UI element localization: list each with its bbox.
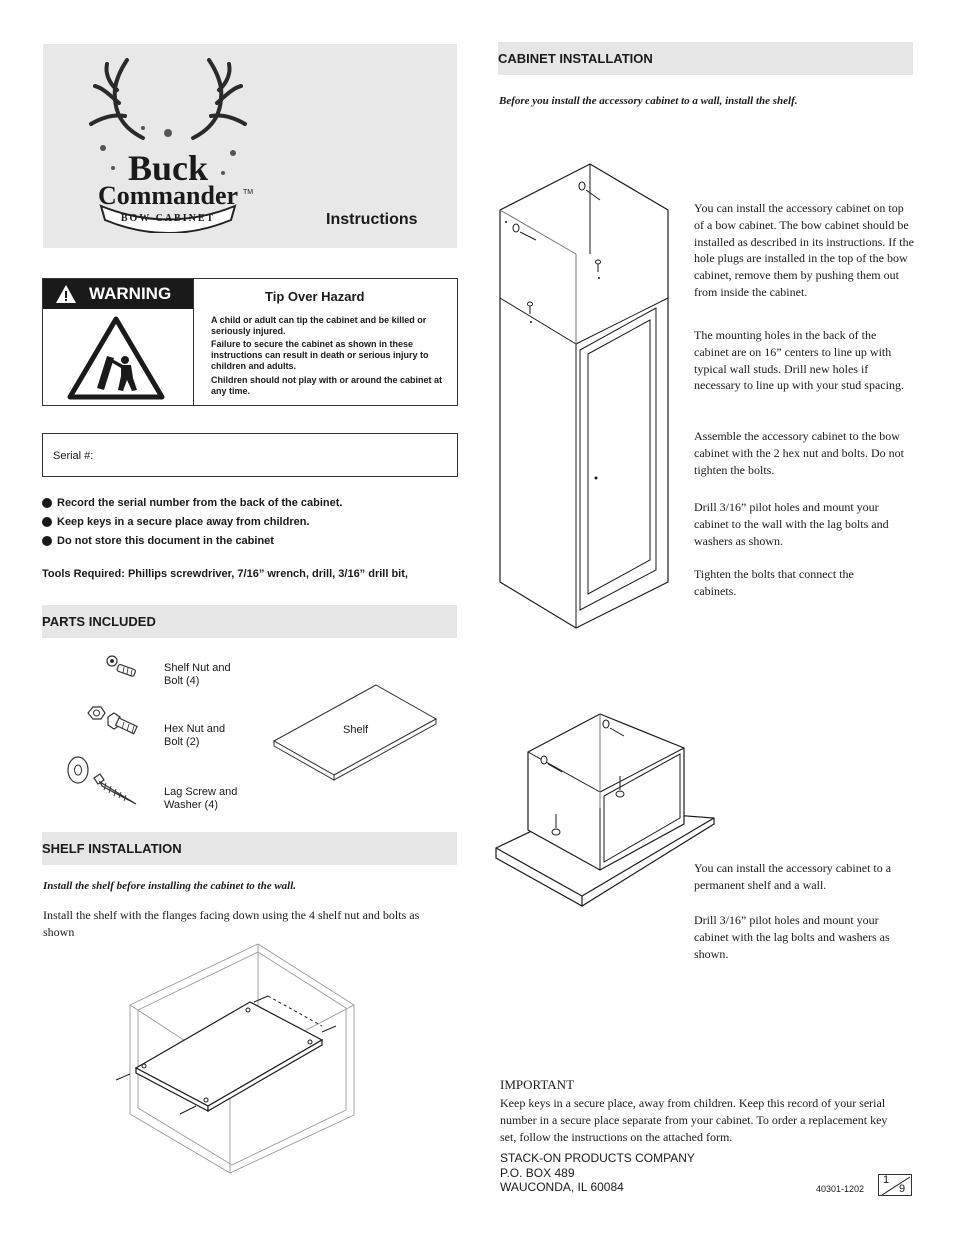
bullet-icon xyxy=(42,517,52,527)
important-body: Keep keys in a secure place, away from children. Keep this record of your serial number in a secure place separate from your cabinet. To order a replacement key set, follow the instructions on the attached form. xyxy=(500,1096,888,1144)
page-current: 1 xyxy=(883,1174,890,1186)
page-number xyxy=(878,1174,912,1196)
parts-included-header xyxy=(42,605,457,638)
warning-label: WARNING xyxy=(89,284,172,303)
bullet-icon xyxy=(42,498,52,508)
part-label-line: Shelf Nut and xyxy=(164,662,231,674)
warning-box xyxy=(42,278,458,406)
shelf-nut-bolt-icon xyxy=(104,652,140,682)
page-total: 9 xyxy=(899,1183,906,1195)
warning-triangle-icon xyxy=(55,284,77,304)
cabinet-para-6: You can install the accessory cabinet to a permanent shelf and a wall. xyxy=(694,861,892,892)
stacked-cabinet-diagram xyxy=(496,162,676,632)
hazard-title: Tip Over Hazard xyxy=(265,289,365,304)
serial-label: Serial #: xyxy=(53,450,94,462)
document-number: 40301-1202 xyxy=(816,1184,865,1194)
hazard-line-3: Children should not play with or around the cabinet at any time. xyxy=(211,375,443,396)
lag-screw-washer-icon xyxy=(66,752,142,808)
shelf-intro: Install the shelf before installing the cabinet to the wall. xyxy=(43,880,297,892)
shelf-mounted-cabinet-diagram xyxy=(494,712,718,908)
cabinet-para-7: Drill 3/16” pilot holes and mount your cabinet with the lag bolts and washers as shown. xyxy=(694,913,890,961)
part-label-line: Lag Screw and xyxy=(164,786,238,798)
bullet-text: Keep keys in a secure place away from children. xyxy=(57,516,310,528)
page-title: Instructions xyxy=(326,211,418,228)
logo-text-sub: BOW CABINET xyxy=(120,213,216,224)
shelf-installation-header xyxy=(42,832,457,865)
bullet-item xyxy=(42,516,310,528)
part-label xyxy=(164,723,225,749)
section-title: SHELF INSTALLATION xyxy=(42,841,182,856)
cabinet-para-5: Tighten the bolts that connect the cabinets. xyxy=(694,567,854,598)
section-title: PARTS INCLUDED xyxy=(42,614,156,629)
important-heading: IMPORTANT xyxy=(500,1077,575,1092)
buck-commander-logo xyxy=(83,58,253,233)
company-city: WAUCONDA, IL 60084 xyxy=(500,1180,624,1194)
tools-required: Tools Required: Phillips screwdriver, 7/16” wrench, drill, 3/16” drill bit, xyxy=(42,568,408,580)
logo-text-buck: Buck xyxy=(127,148,209,188)
bullet-text: Do not store this document in the cabinet xyxy=(57,535,274,547)
part-label-line: Hex Nut and xyxy=(164,723,226,735)
shelf-label: Shelf xyxy=(343,724,369,736)
shelf-body: Install the shelf with the flanges facing down using the 4 shelf nut and bolts as shown xyxy=(43,908,420,939)
company-box: P.O. BOX 489 xyxy=(500,1165,575,1180)
cabinet-para-1: You can install the accessory cabinet on top of a bow cabinet. The bow cabinet should be installed as described in its instructions. If the hole plugs are installed in the top of the bow cabinet, remove them by pushing them out from inside the cabinet. xyxy=(694,201,914,299)
cabinet-para-4: Drill 3/16” pilot holes and mount your cabinet to the wall with the lag bolts and washers as shown. xyxy=(694,500,889,548)
part-label-line: Washer (4) xyxy=(164,799,218,811)
logo-text-commander: Commander xyxy=(97,181,239,210)
part-label-line: Bolt (4) xyxy=(164,675,200,687)
cabinet-para-2: The mounting holes in the back of the cabinet are on 16” centers to line up with typical wall studs. Drill new holes if necessary to line up with your stud spacing. xyxy=(694,328,904,393)
hazard-line-1: A child or adult can tip the cabinet and be killed or seriously injured. xyxy=(211,315,427,336)
shelf-installation-diagram xyxy=(108,940,358,1175)
company-address xyxy=(500,1151,695,1195)
hazard-line-2: Failure to secure the cabinet as shown in these instructions can result in death or serious injury to children and adults. xyxy=(211,339,429,371)
part-label xyxy=(164,662,231,688)
part-label-line: Bolt (2) xyxy=(164,736,200,748)
warning-header xyxy=(43,279,193,309)
bullet-item xyxy=(42,497,342,509)
divider xyxy=(193,279,194,405)
cabinet-para-3: Assemble the accessory cabinet to the bow cabinet with the 2 hex nut and bolts. Do not tighten the bolts. xyxy=(694,429,904,477)
serial-number-box xyxy=(42,433,458,477)
hex-nut-bolt-icon xyxy=(84,703,142,743)
section-title: CABINET INSTALLATION xyxy=(498,51,653,66)
bullet-item xyxy=(42,535,274,547)
part-label xyxy=(164,786,237,812)
bullet-icon xyxy=(42,536,52,546)
bullet-text: Record the serial number from the back of the cabinet. xyxy=(57,497,343,509)
company-name: STACK-ON PRODUCTS COMPANY xyxy=(500,1151,695,1165)
trademark-mark: TM xyxy=(243,189,253,196)
tip-over-hazard-icon xyxy=(67,316,165,400)
cabinet-installation-header xyxy=(498,42,913,75)
cabinet-intro: Before you install the accessory cabinet to a wall, install the shelf. xyxy=(499,95,798,107)
